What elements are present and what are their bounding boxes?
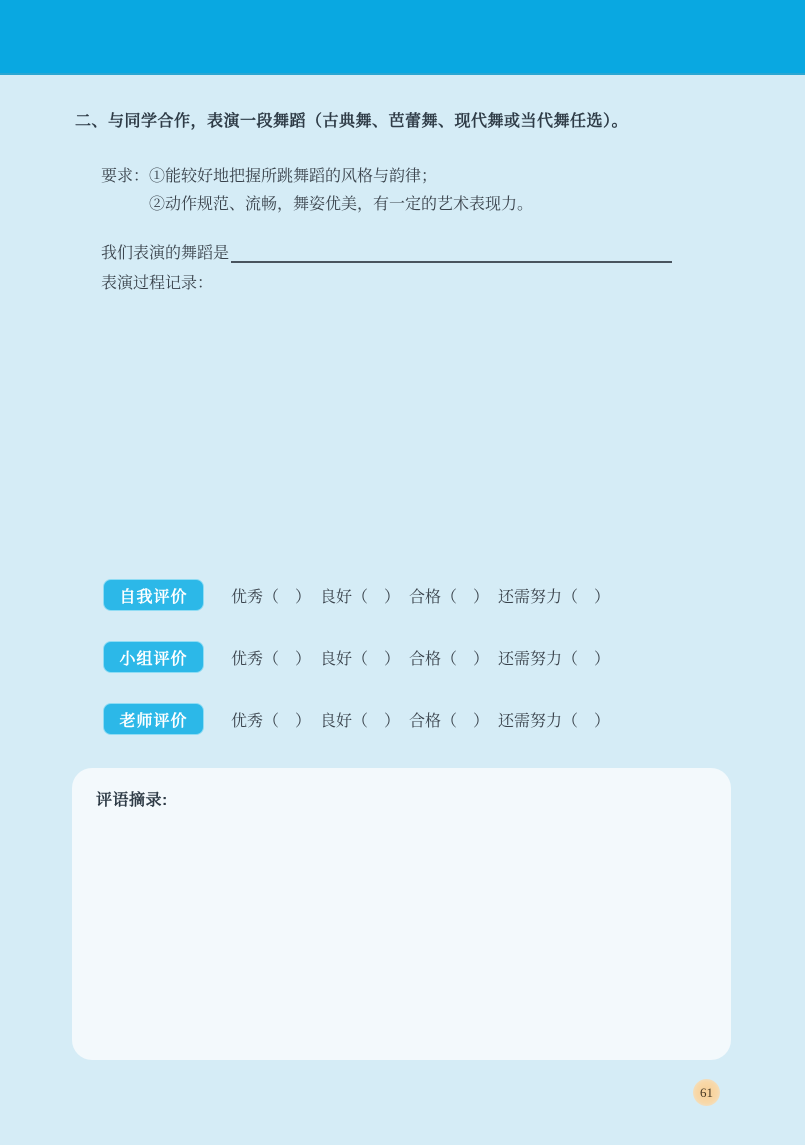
- requirements-label: 要求：: [101, 168, 150, 185]
- eval-option-pass: 合格（ ）: [409, 712, 490, 730]
- eval-option-needs-work: 还需努力（ ）: [498, 650, 611, 668]
- page-number: 61: [700, 1084, 713, 1100]
- teacher-evaluation-row: [103, 703, 610, 735]
- comment-box[interactable]: [72, 768, 731, 1060]
- dance-name-line: [101, 240, 672, 263]
- requirements-block: [101, 163, 533, 219]
- group-evaluation-row: [103, 641, 610, 673]
- eval-option-pass: 合格（ ）: [409, 650, 490, 668]
- group-evaluation-options: [231, 646, 610, 669]
- eval-option-excellent: 优秀（ ）: [231, 650, 312, 668]
- teacher-evaluation-badge: 老师评价: [103, 703, 204, 735]
- dance-name-blank-field[interactable]: [231, 241, 672, 263]
- self-evaluation-badge: 自我评价: [103, 579, 204, 611]
- comment-box-label: 评语摘录:: [96, 792, 168, 809]
- self-evaluation-options: [231, 584, 610, 607]
- teacher-evaluation-options: [231, 708, 610, 731]
- process-record-label: 表演过程记录：: [101, 275, 214, 292]
- eval-option-needs-work: 还需努力（ ）: [498, 588, 611, 606]
- dance-name-label: 我们表演的舞蹈是: [101, 245, 230, 262]
- eval-option-excellent: 优秀（ ）: [231, 712, 312, 730]
- self-evaluation-row: [103, 579, 610, 611]
- group-evaluation-badge: 小组评价: [103, 641, 204, 673]
- eval-option-good: 良好（ ）: [320, 650, 401, 668]
- requirement-item-1: ①能较好地把握所跳舞蹈的风格与韵律；: [149, 168, 438, 185]
- eval-option-good: 良好（ ）: [320, 712, 401, 730]
- eval-option-good: 良好（ ）: [320, 588, 401, 606]
- eval-option-pass: 合格（ ）: [409, 588, 490, 606]
- task-title: 二、与同学合作，表演一段舞蹈（古典舞、芭蕾舞、现代舞或当代舞任选）。: [75, 113, 629, 130]
- requirement-item-2: ②动作规范、流畅，舞姿优美，有一定的艺术表现力。: [149, 196, 534, 213]
- page-number-badge: [693, 1079, 720, 1106]
- header-bar: [0, 0, 805, 75]
- requirements-items: [149, 163, 533, 219]
- eval-option-excellent: 优秀（ ）: [231, 588, 312, 606]
- eval-option-needs-work: 还需努力（ ）: [498, 712, 611, 730]
